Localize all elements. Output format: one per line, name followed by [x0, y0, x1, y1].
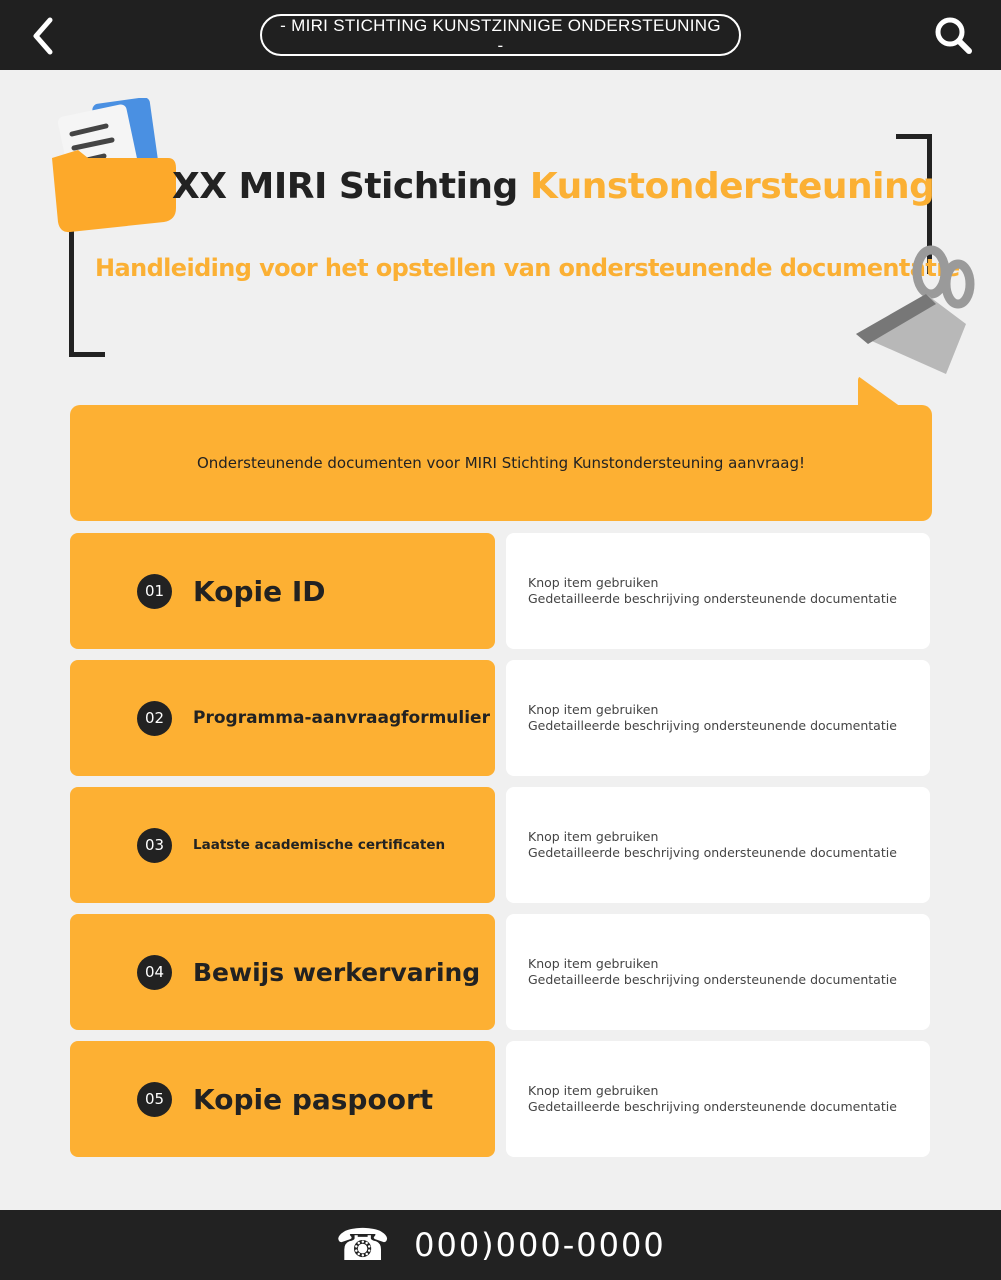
- item-number: 02: [137, 701, 172, 736]
- list-item[interactable]: [70, 1041, 932, 1157]
- page-title: - MIRI STICHTING KUNSTZINNIGE ONDERSTEUNING -: [260, 14, 741, 56]
- list-item[interactable]: [70, 660, 932, 776]
- item-line1: Knop item gebruiken: [528, 956, 659, 971]
- phone-number[interactable]: 000)000-0000: [414, 1226, 666, 1264]
- bracket-decoration: [69, 230, 105, 357]
- item-label: Bewijs werkervaring: [193, 957, 481, 987]
- item-line1: Knop item gebruiken: [528, 1083, 659, 1098]
- folder-icon: [48, 98, 178, 233]
- item-number: 04: [137, 955, 172, 990]
- back-icon[interactable]: [26, 16, 62, 56]
- list-item[interactable]: [70, 914, 932, 1030]
- item-description: Gedetailleerde beschrijving ondersteunende documentatie: [528, 972, 897, 987]
- item-number: 03: [137, 828, 172, 863]
- item-line1: Knop item gebruiken: [528, 575, 659, 590]
- item-label: Kopie ID: [193, 574, 326, 608]
- item-description: Gedetailleerde beschrijving ondersteunende documentatie: [528, 718, 897, 733]
- item-description: Gedetailleerde beschrijving ondersteunende documentatie: [528, 1099, 897, 1114]
- hero-title: XX MIRI Stichting Kunstondersteuning: [172, 166, 935, 207]
- item-number: 01: [137, 574, 172, 609]
- item-line1: Knop item gebruiken: [528, 829, 659, 844]
- item-label: Laatste academische certificaten: [193, 837, 446, 853]
- item-description: Gedetailleerde beschrijving ondersteunende documentatie: [528, 591, 897, 606]
- item-number: 05: [137, 1082, 172, 1117]
- phone-icon: ☎: [335, 1219, 391, 1271]
- top-bar: [0, 0, 1001, 70]
- footer: [0, 1210, 1001, 1280]
- item-description: Gedetailleerde beschrijving ondersteunende documentatie: [528, 845, 897, 860]
- item-label: Kopie paspoort: [193, 1082, 434, 1116]
- binder-clip-icon: [846, 244, 976, 384]
- hero-subtitle: Handleiding voor het opstellen van ondersteunende documentatie: [95, 254, 960, 282]
- intro-banner: Ondersteunende documenten voor MIRI Stichting Kunstondersteuning aanvraag!: [70, 405, 932, 521]
- list-item[interactable]: [70, 533, 932, 649]
- list-item[interactable]: [70, 787, 932, 903]
- item-label: Programma-aanvraagformulier: [193, 708, 490, 728]
- search-icon[interactable]: [932, 14, 974, 56]
- item-line1: Knop item gebruiken: [528, 702, 659, 717]
